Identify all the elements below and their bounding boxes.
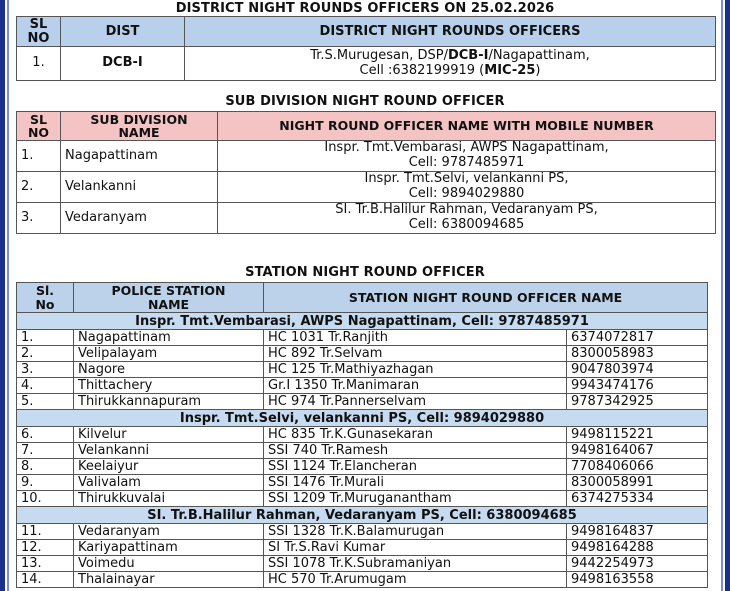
- sl-cell: 2.: [17, 346, 74, 362]
- mobile-cell: 9442254973: [567, 556, 708, 572]
- table-row: [17, 378, 708, 394]
- officer-cell: SSI 1078 Tr.K.Subramaniyan: [264, 556, 567, 572]
- officer-cell: HC 125 Tr.Mathiyazhagan: [264, 362, 567, 378]
- mobile-cell: 9047803974: [567, 362, 708, 378]
- officer-cell: SSI 1124 Tr.Elancheran: [264, 459, 567, 475]
- table-row: [17, 459, 708, 475]
- sl-cell: 9.: [17, 475, 74, 491]
- table-row: [17, 330, 708, 346]
- sl-cell: 1.: [17, 141, 61, 172]
- police-station-cell: Kariyapattinam: [74, 540, 264, 556]
- mobile-cell: 8300058983: [567, 346, 708, 362]
- sl-no-header: SL NO: [17, 17, 61, 47]
- mobile-cell: 9498164837: [567, 524, 708, 540]
- officers-header: DISTRICT NIGHT ROUNDS OFFICERS: [185, 17, 716, 47]
- sl-cell: 5.: [17, 394, 74, 410]
- officer-cell: HC 974 Tr.Pannerselvam: [264, 394, 567, 410]
- table-row: [17, 475, 708, 491]
- sl-cell: 11.: [17, 524, 74, 540]
- group-header-row: [17, 313, 708, 330]
- police-station-cell: Velipalayam: [74, 346, 264, 362]
- sl-cell: 1.: [17, 47, 61, 81]
- police-station-cell: Thalainayar: [74, 572, 264, 588]
- sl-cell: 14.: [17, 572, 74, 588]
- mobile-cell: 8300058991: [567, 475, 708, 491]
- table-row: [17, 491, 708, 507]
- station-officer-header: STATION NIGHT ROUND OFFICER NAME: [264, 283, 708, 313]
- officer-line: SI. Tr.B.Halilur Rahman, Vedaranyam PS,: [335, 202, 598, 218]
- subdivision-name-header: SUB DIVISION NAME: [61, 112, 218, 141]
- mobile-cell: 9498164288: [567, 540, 708, 556]
- table-row: [17, 141, 716, 172]
- police-station-cell: Vedaranyam: [74, 524, 264, 540]
- officer-cell: HC 835 Tr.K.Gunasekaran: [264, 427, 567, 443]
- officer-cell: HC 892 Tr.Selvam: [264, 346, 567, 362]
- district-title: DISTRICT NIGHT ROUNDS OFFICERS ON 25.02.2026: [175, 1, 555, 16]
- officer-cell: HC 570 Tr.Arumugam: [264, 572, 567, 588]
- table-row: [17, 540, 708, 556]
- police-station-cell: Nagore: [74, 362, 264, 378]
- police-station-cell: Keelaiyur: [74, 459, 264, 475]
- mobile-cell: 9498115221: [567, 427, 708, 443]
- table-row: [17, 394, 708, 410]
- sl-no-header: Sl. No: [17, 283, 74, 313]
- officer-cell-number: Cell: 9787485971: [408, 155, 525, 170]
- group-header: SI. Tr.B.Halilur Rahman, Vedaranyam PS, Cell: 6380094685: [17, 507, 708, 524]
- police-station-cell: Nagapattinam: [74, 330, 264, 346]
- officer-cell: HC 1031 Tr.Ranjith: [264, 330, 567, 346]
- subdivision-title: SUB DIVISION NIGHT ROUND OFFICER: [225, 94, 505, 109]
- subdivision-name-cell: Vedaranyam: [61, 203, 218, 234]
- officer-cell: SI Tr.S.Ravi Kumar: [264, 540, 567, 556]
- subdivision-table: [16, 111, 716, 234]
- table-row: [17, 556, 708, 572]
- subdivision-name-cell: Nagapattinam: [61, 141, 218, 172]
- table-row: [17, 172, 716, 203]
- dist-header: DIST: [61, 17, 185, 47]
- table-row: [17, 524, 708, 540]
- table-row: [17, 203, 716, 234]
- officer-line: Inspr. Tmt.Selvi, velankanni PS,: [364, 171, 569, 187]
- officer-cell: Tr.S.Murugesan, DSP/DCB-I/Nagapattinam, Cell :6382199919 (MIC-25): [185, 47, 716, 81]
- police-station-cell: Thirukkuvalai: [74, 491, 264, 507]
- sl-cell: 3.: [17, 362, 74, 378]
- station-header-row: [17, 283, 708, 313]
- mobile-cell: 6374072817: [567, 330, 708, 346]
- sl-cell: 1.: [17, 330, 74, 346]
- mobile-cell: 7708406066: [567, 459, 708, 475]
- sl-cell: 8.: [17, 459, 74, 475]
- dist-cell: DCB-I: [61, 47, 185, 81]
- officer-cell-number: Cell: 9894029880: [408, 186, 525, 201]
- sl-cell: 7.: [17, 443, 74, 459]
- police-station-cell: Thirukkannapuram: [74, 394, 264, 410]
- sl-cell: 13.: [17, 556, 74, 572]
- officer-line: Inspr. Tmt.Vembarasi, AWPS Nagapattinam,: [324, 140, 609, 156]
- officer-cell: SSI 740 Tr.Ramesh: [264, 443, 567, 459]
- table-row: [17, 362, 708, 378]
- sl-no-header: SL NO: [17, 112, 61, 141]
- sl-cell: 2.: [17, 172, 61, 203]
- mobile-cell: 6374275334: [567, 491, 708, 507]
- officer-cell: [218, 203, 716, 234]
- district-table: [16, 16, 716, 81]
- table-row: [17, 427, 708, 443]
- officer-cell: [218, 172, 716, 203]
- subdivision-name-cell: Velankanni: [61, 172, 218, 203]
- officer-header: NIGHT ROUND OFFICER NAME WITH MOBILE NUMBER: [218, 112, 716, 141]
- table-row: [17, 47, 716, 81]
- group-header-row: [17, 507, 708, 524]
- group-header: Inspr. Tmt.Vembarasi, AWPS Nagapattinam, Cell: 9787485971: [17, 313, 708, 330]
- police-station-cell: Velankanni: [74, 443, 264, 459]
- sl-cell: 6.: [17, 427, 74, 443]
- mobile-cell: 9498164067: [567, 443, 708, 459]
- mobile-cell: 9787342925: [567, 394, 708, 410]
- sl-cell: 3.: [17, 203, 61, 234]
- station-table: [16, 282, 708, 588]
- table-row: [17, 443, 708, 459]
- mobile-cell: 9498163558: [567, 572, 708, 588]
- police-station-cell: Valivalam: [74, 475, 264, 491]
- sl-cell: 10.: [17, 491, 74, 507]
- sl-cell: 4.: [17, 378, 74, 394]
- group-header: Inspr. Tmt.Selvi, velankanni PS, Cell: 9894029880: [17, 410, 708, 427]
- police-station-cell: Thittachery: [74, 378, 264, 394]
- officer-cell-number: Cell: 6380094685: [408, 217, 525, 232]
- subdivision-header-row: [17, 112, 716, 141]
- officer-cell: Gr.I 1350 Tr.Manimaran: [264, 378, 567, 394]
- officer-cell: SSI 1328 Tr.K.Balamurugan: [264, 524, 567, 540]
- station-title: STATION NIGHT ROUND OFFICER: [245, 265, 485, 280]
- police-station-header: POLICE STATION NAME: [74, 283, 264, 313]
- police-station-cell: Voimedu: [74, 556, 264, 572]
- officer-cell: SSI 1209 Tr.Muruganantham: [264, 491, 567, 507]
- police-station-cell: Kilvelur: [74, 427, 264, 443]
- sl-cell: 12.: [17, 540, 74, 556]
- table-row: [17, 346, 708, 362]
- group-header-row: [17, 410, 708, 427]
- mobile-cell: 9943474176: [567, 378, 708, 394]
- district-header-row: [17, 17, 716, 47]
- officer-cell: SSI 1476 Tr.Murali: [264, 475, 567, 491]
- table-row: [17, 572, 708, 588]
- officer-cell: [218, 141, 716, 172]
